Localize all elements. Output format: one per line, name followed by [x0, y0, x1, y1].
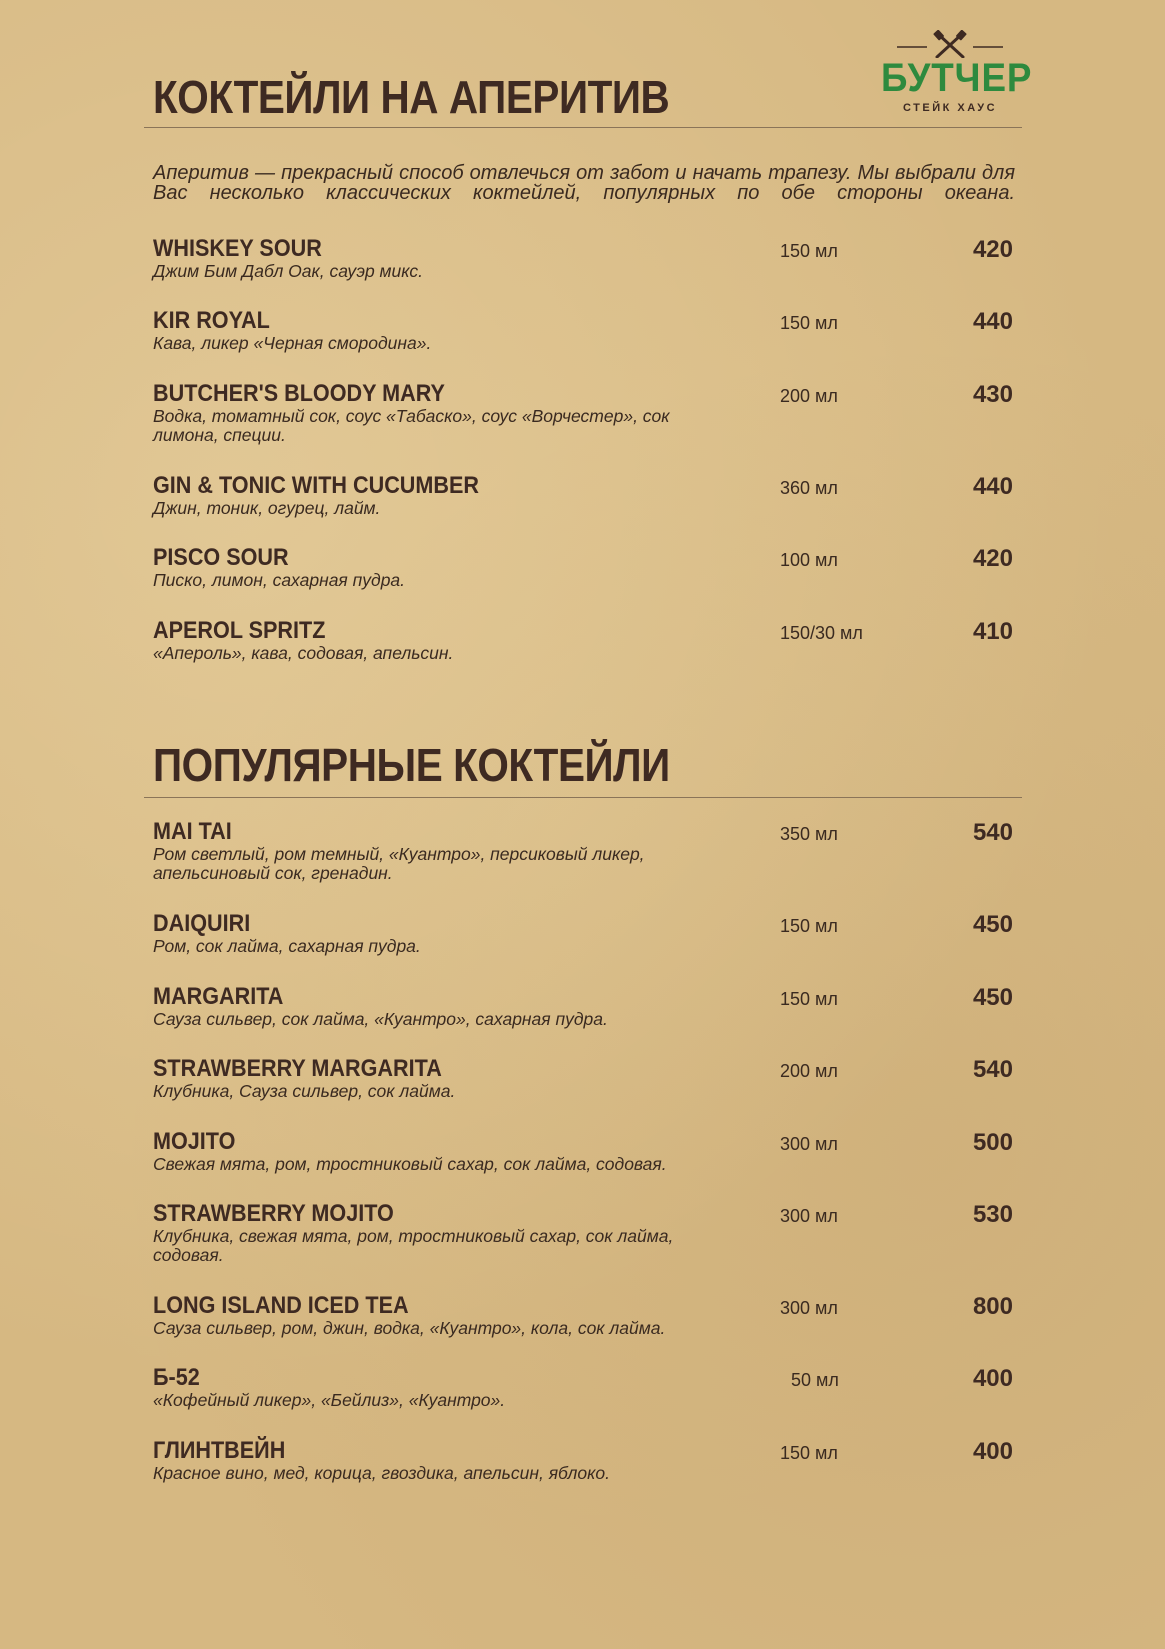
item-name: STRAWBERRY MARGARITA	[153, 1055, 442, 1082]
menu-item	[153, 237, 1013, 281]
item-price: 540	[972, 819, 1013, 846]
item-description: Свежая мята, ром, тростниковый сахар, сок лайма, содовая.	[153, 1154, 667, 1174]
item-name: ГЛИНТВЕЙН	[153, 1437, 286, 1464]
brand-subtitle: СТЕЙК ХАУС	[902, 102, 998, 114]
item-price: 430	[972, 381, 1013, 408]
aperitif-divider	[144, 127, 1022, 128]
item-price: 450	[972, 984, 1013, 1011]
item-price: 410	[972, 618, 1013, 645]
item-volume: 150 мл	[780, 1443, 838, 1463]
item-price: 400	[972, 1365, 1013, 1392]
item-name: APEROL SPRITZ	[153, 617, 326, 644]
item-name: LONG ISLAND ICED TEA	[153, 1292, 409, 1319]
item-description: Клубника, Сауза сильвер, сок лайма.	[153, 1081, 456, 1101]
item-volume: 150 мл	[780, 989, 838, 1009]
item-name: MAI TAI	[153, 818, 232, 845]
item-volume: 360 мл	[780, 478, 838, 498]
item-name: DAIQUIRI	[153, 910, 251, 937]
item-volume: 150 мл	[780, 241, 838, 261]
item-price: 420	[972, 236, 1013, 263]
menu-item	[153, 474, 1013, 518]
item-price: 800	[972, 1293, 1013, 1320]
menu-item	[153, 1366, 1013, 1410]
menu-item	[153, 1057, 1013, 1101]
menu-item	[153, 382, 1013, 445]
item-name: BUTCHER'S BLOODY MARY	[153, 380, 445, 407]
item-name: PISCO SOUR	[153, 544, 289, 571]
item-price: 500	[972, 1129, 1013, 1156]
menu-item	[153, 985, 1013, 1029]
item-name: MARGARITA	[153, 983, 284, 1010]
item-description: Кава, ликер «Черная смородина».	[153, 333, 432, 353]
menu-item	[153, 309, 1013, 353]
item-description: Джим Бим Дабл Оак, сауэр микс.	[153, 261, 423, 281]
item-volume: 200 мл	[780, 1061, 838, 1081]
item-volume: 300 мл	[780, 1298, 838, 1318]
item-volume: 50 мл	[791, 1370, 839, 1390]
menu-item	[153, 912, 1013, 956]
item-volume: 150 мл	[780, 313, 838, 333]
aperitif-title: КОКТЕЙЛИ НА АПЕРИТИВ	[153, 71, 670, 123]
item-price: 540	[972, 1056, 1013, 1083]
item-description: Сауза сильвер, ром, джин, водка, «Куантро», кола, сок лайма.	[153, 1318, 666, 1338]
item-name: WHISKEY SOUR	[153, 235, 322, 262]
item-price: 420	[972, 545, 1013, 572]
item-description: Джин, тоник, огурец, лайм.	[153, 498, 381, 518]
item-description: Красное вино, мед, корица, гвоздика, апельсин, яблоко.	[153, 1463, 610, 1483]
popular-divider	[144, 797, 1022, 798]
popular-title: ПОПУЛЯРНЫЕ КОКТЕЙЛИ	[153, 739, 670, 791]
item-description: Клубника, свежая мята, ром, тростниковый сахар, сок лайма, содовая.	[153, 1226, 674, 1265]
menu-item	[153, 820, 1013, 883]
menu-item	[153, 1294, 1013, 1338]
brand-name: БУТЧЕР	[881, 56, 1033, 100]
item-description: «Апероль», кава, содовая, апельсин.	[153, 643, 454, 663]
item-volume: 150/30 мл	[780, 623, 863, 643]
menu-item	[153, 1202, 1013, 1265]
item-description: Писко, лимон, сахарная пудра.	[153, 570, 406, 590]
crossed-knives-icon	[897, 30, 1003, 58]
item-volume: 150 мл	[780, 916, 838, 936]
item-price: 440	[972, 308, 1013, 335]
item-volume: 300 мл	[780, 1134, 838, 1154]
item-volume: 300 мл	[780, 1206, 838, 1226]
aperitif-intro: Аперитив — прекрасный способ отвлечься от забот и начать трапезу. Мы выбрали для Вас несколько классических коктейлей, популярных по обе стороны океана.	[153, 162, 1015, 204]
menu-item	[153, 546, 1013, 590]
menu-item	[153, 1439, 1013, 1483]
item-price: 400	[972, 1438, 1013, 1465]
item-volume: 100 мл	[780, 550, 838, 570]
item-description: Ром светлый, ром темный, «Куантро», персиковый ликер, апельсиновый сок, гренадин.	[153, 844, 645, 883]
item-description: «Кофейный ликер», «Бейлиз», «Куантро».	[153, 1390, 506, 1410]
item-price: 440	[972, 473, 1013, 500]
item-description: Сауза сильвер, сок лайма, «Куантро», сахарная пудра.	[153, 1009, 608, 1029]
item-name: GIN & TONIC WITH CUCUMBER	[153, 472, 479, 499]
item-price: 530	[972, 1201, 1013, 1228]
brand-logo	[875, 30, 1033, 120]
item-description: Ром, сок лайма, сахарная пудра.	[153, 936, 421, 956]
item-name: MOJITO	[153, 1128, 236, 1155]
item-price: 450	[972, 911, 1013, 938]
item-volume: 200 мл	[780, 386, 838, 406]
menu-item	[153, 619, 1013, 663]
item-description: Водка, томатный сок, соус «Табаско», соус «Ворчестер», сок лимона, специи.	[153, 406, 670, 445]
item-name: KIR ROYAL	[153, 307, 270, 334]
item-volume: 350 мл	[780, 824, 838, 844]
menu-item	[153, 1130, 1013, 1174]
item-name: Б-52	[153, 1364, 200, 1391]
item-name: STRAWBERRY MOJITO	[153, 1200, 394, 1227]
